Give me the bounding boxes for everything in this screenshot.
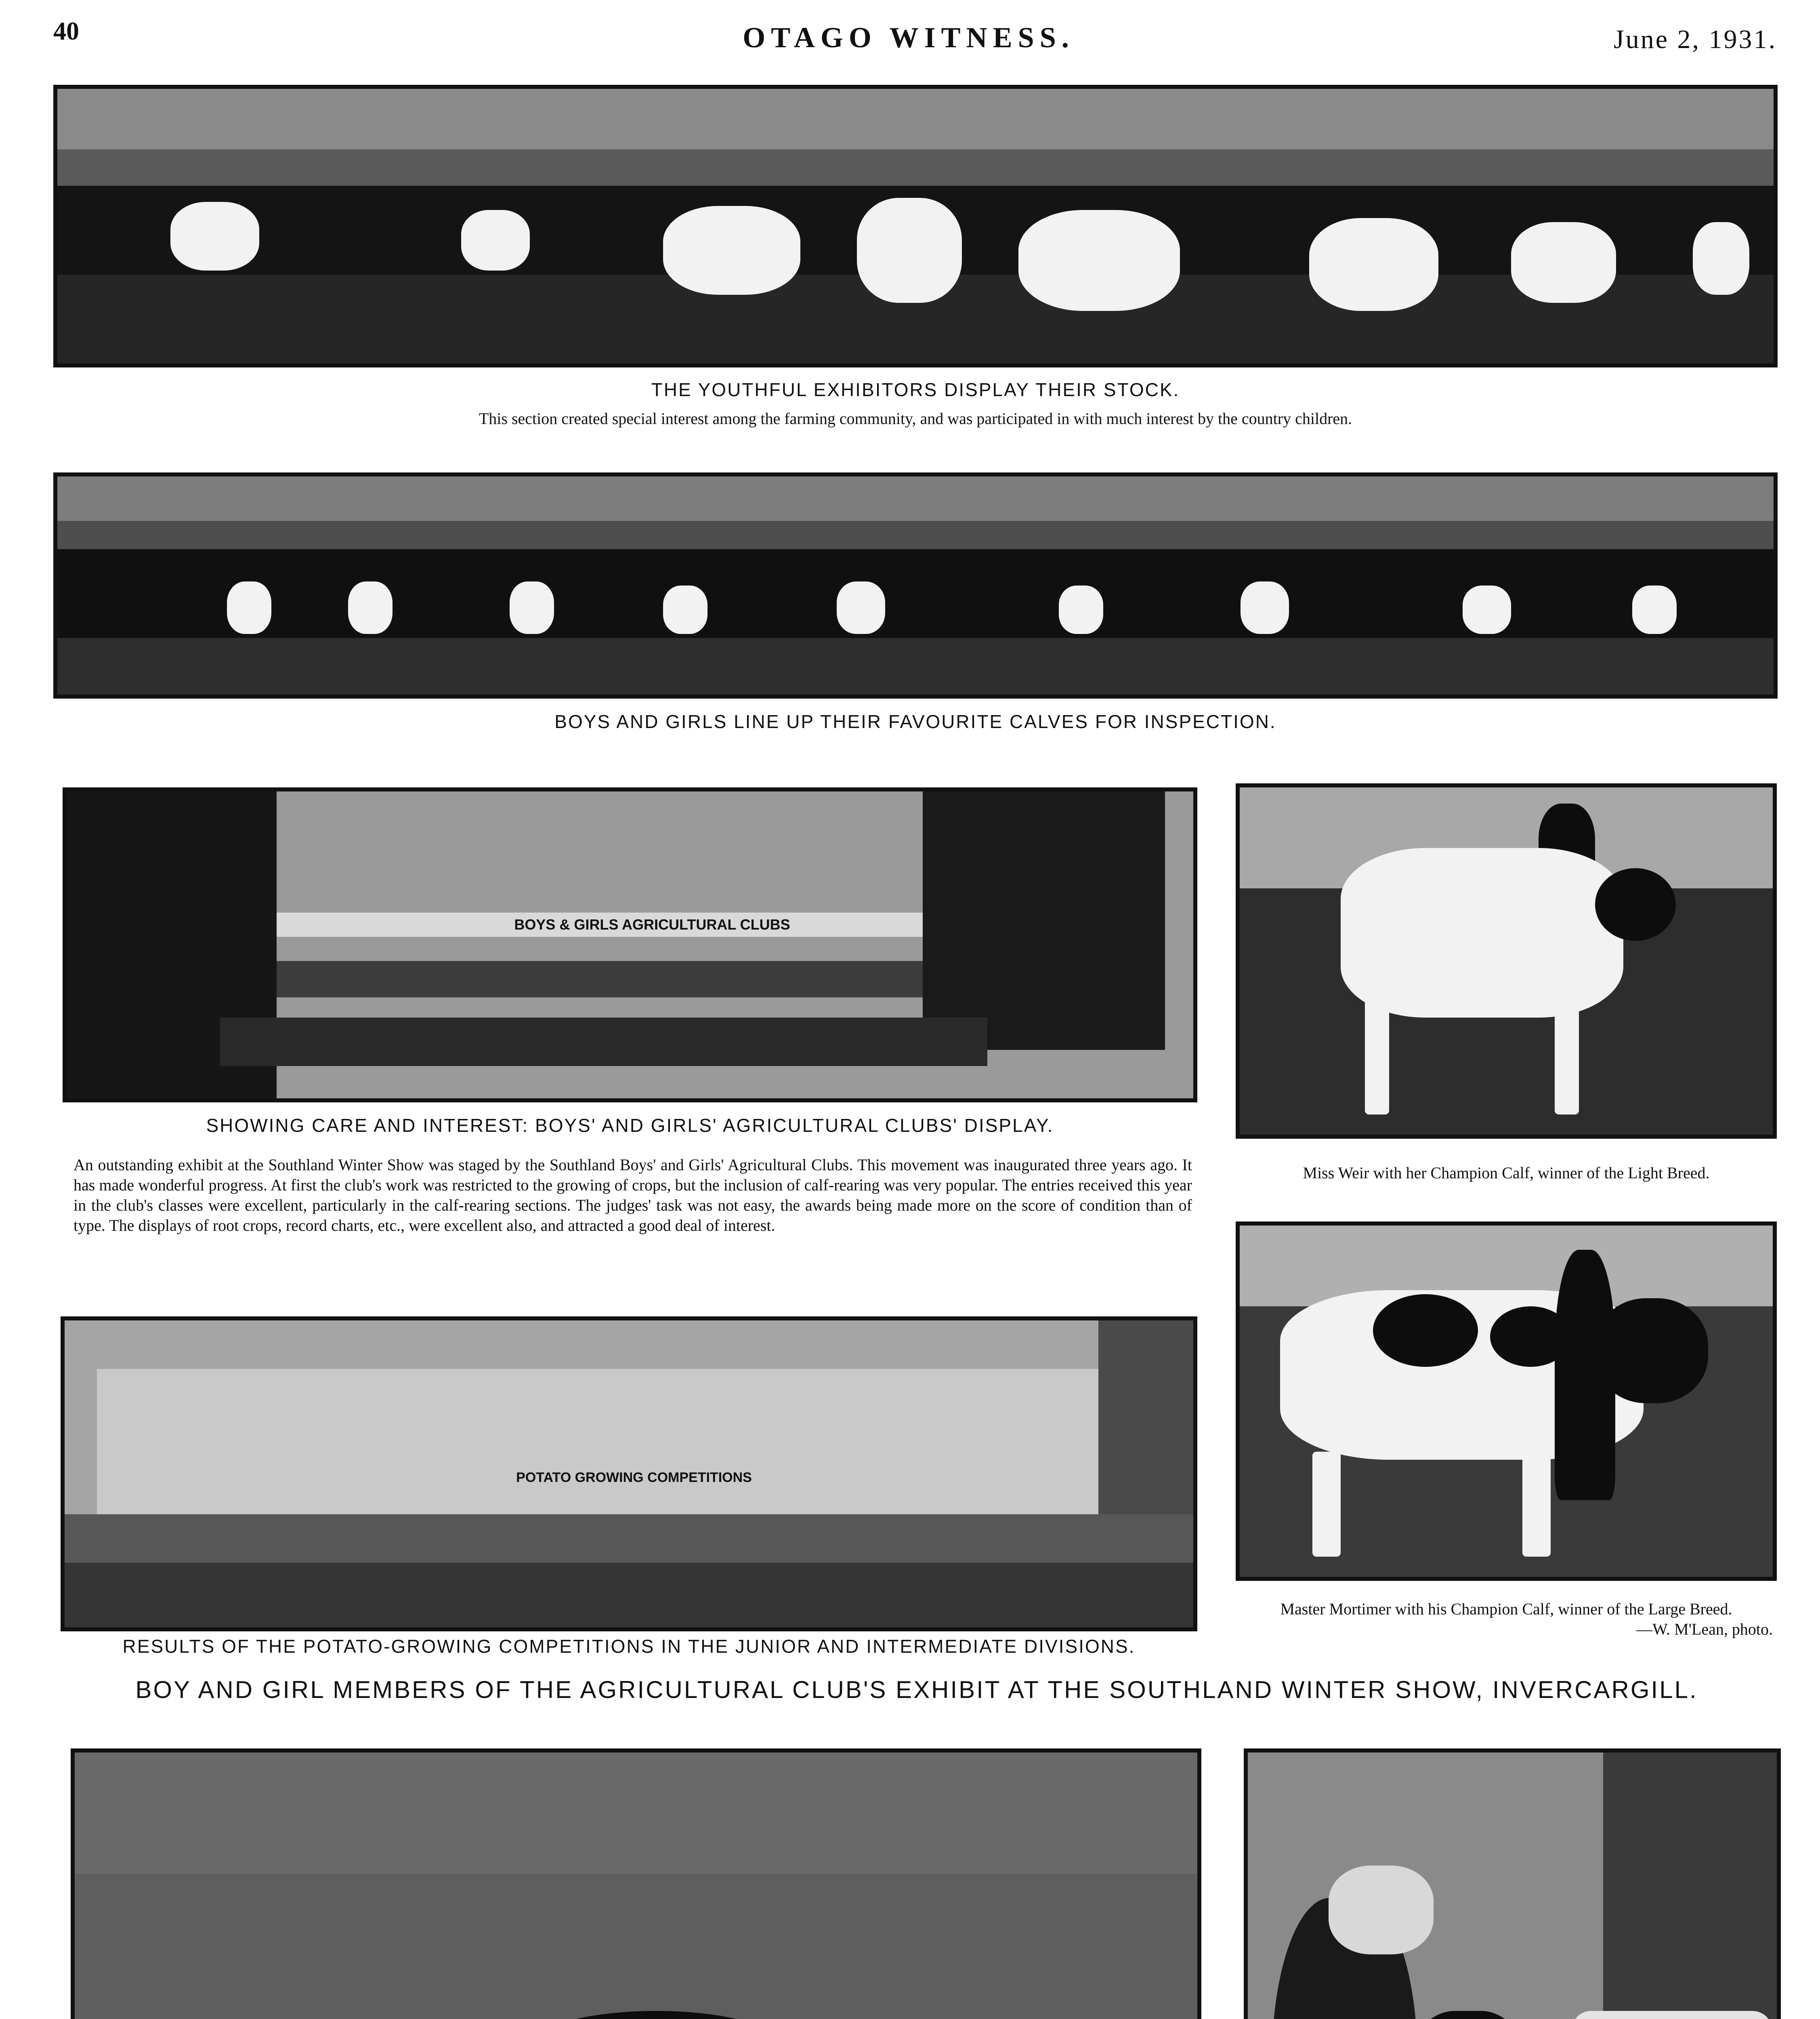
- issue-date: June 2, 1931.: [1614, 25, 1777, 54]
- master-mortimer-caption-text: Master Mortimer with his Champion Calf, winner of the Large Breed.: [1280, 1600, 1732, 1618]
- potato-banner-text: POTATO GROWING COMPETITIONS: [516, 1470, 752, 1485]
- calves-lineup-title: BOYS AND GIRLS LINE UP THEIR FAVOURITE CALVES FOR INSPECTION.: [554, 711, 1276, 732]
- clubs-banner-text: BOYS & GIRLS AGRICULTURAL CLUBS: [514, 916, 790, 933]
- potato-results-title: RESULTS OF THE POTATO-GROWING COMPETITIONS IN THE JUNIOR AND INTERMEDIATE DIVISIONS.: [122, 1636, 1136, 1657]
- stock-display-caption: This section created special interest among the farming community, and was participated in with much interest by the country children.: [479, 409, 1352, 428]
- photo-stock-display: [53, 85, 1778, 367]
- clubs-display-title: SHOWING CARE AND INTEREST: BOYS' AND GIRLS' AGRICULTURAL CLUBS' DISPLAY.: [206, 1115, 1054, 1136]
- photo-master-mortimer: [1236, 1221, 1777, 1581]
- clubs-display-caption: An outstanding exhibit at the Southland Winter Show was staged by the Southland Boys' and Girls' Agricultural Clubs. This movement was inaugurated three years ago. It has made wonderful progress. At first the club's work was restricted to the growing of crops, but the inclusion of calf-rearing was very popular. The entries received this year in the club's classes were excellent, particularly in the calf-rearing sections. The judges' task was not easy, the awards being made more on the score of condition than of type. The displays of root crops, record charts, etc., were excellent also, and attracted a good deal of interest.: [73, 1156, 1192, 1234]
- photo-calves-lineup: [53, 472, 1778, 699]
- masthead-title: OTAGO WITNESS.: [743, 21, 1075, 54]
- photo-sheep-muster: [71, 1748, 1201, 2019]
- photo-miss-weir: [1236, 783, 1777, 1139]
- photo-queen-mary: [1244, 1748, 1781, 2019]
- page-number: 40: [53, 17, 79, 45]
- master-mortimer-credit: —W. M'Lean, photo.: [1636, 1620, 1773, 1638]
- master-mortimer-caption: [1240, 1599, 1773, 1639]
- section-banner: BOY AND GIRL MEMBERS OF THE AGRICULTURAL CLUB'S EXHIBIT AT THE SOUTHLAND WINTER SHOW, INVERCARGILL.: [135, 1676, 1698, 1703]
- stock-display-title: THE YOUTHFUL EXHIBITORS DISPLAY THEIR STOCK.: [651, 379, 1180, 400]
- photo-potato-results: [61, 1316, 1197, 1631]
- miss-weir-caption: Miss Weir with her Champion Calf, winner of the Light Breed.: [1303, 1164, 1710, 1182]
- photo-clubs-display: [63, 787, 1197, 1102]
